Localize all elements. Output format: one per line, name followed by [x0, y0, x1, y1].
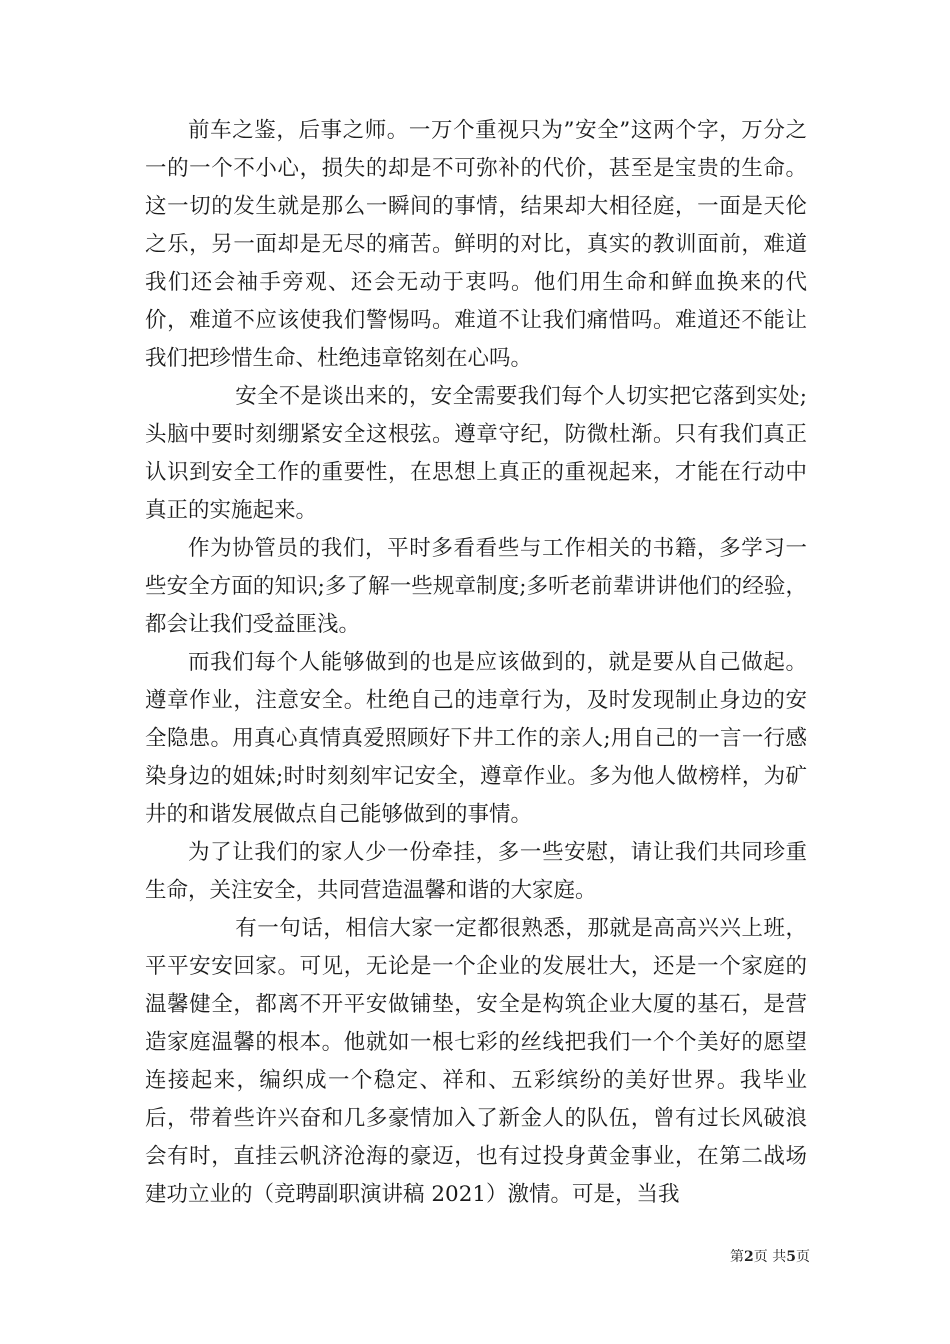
total-page-number: 5 [786, 1249, 796, 1265]
page-number-footer [700, 1248, 810, 1266]
paragraph-2: 安全不是谈出来的，安全需要我们每个人切实把它落到实处;头脑中要时刻绷紧安全这根弦。遵章守纪，防微杜渐。只有我们真正认识到安全工作的重要性，在思想上真正的重视起来，才能在行动中真正的实施起来。 [145, 384, 807, 523]
paragraph-5: 为了让我们的家人少一份牵挂，多一些安慰，请让我们共同珍重生命，关注安全，共同营造温馨和谐的大家庭。 [145, 840, 807, 903]
paragraph-1: 前车之鉴，后事之师。一万个重视只为”安全”这两个字，万分之一的一个不小心，损失的却是不可弥补的代价，甚至是宝贵的生命。这一切的发生就是那么一瞬间的事情，结果却大相径庭，一面是天伦之乐，另一面却是无尽的痛苦。鲜明的对比，真实的教训面前，难道我们还会袖手旁观、还会无动于衷吗。他们用生命和鲜血换来的代价，难道不应该使我们警惕吗。难道不让我们痛惜吗。难道还不能让我们把珍惜生命、杜绝违章铭刻在心吗。 [145, 118, 807, 371]
footer-suffix: 页 [796, 1249, 810, 1265]
paragraph-4: 而我们每个人能够做到的也是应该做到的，就是要从自己做起。遵章作业，注意安全。杜绝自己的违章行为，及时发现制止身边的安全隐患。用真心真情真爱照顾好下井工作的亲人;用自己的一言一行感染身边的姐妹;时时刻刻牢记安全，遵章作业。多为他人做榜样，为矿井的和谐发展做点自己能够做到的事情。 [145, 650, 807, 827]
paragraph-3: 作为协管员的我们，平时多看看些与工作相关的书籍，多学习一些安全方面的知识;多了解一些规章制度;多听老前辈讲讲他们的经验，都会让我们受益匪浅。 [145, 536, 807, 637]
footer-middle: 页 共 [753, 1249, 787, 1265]
footer-prefix: 第 [730, 1249, 745, 1265]
paragraph-6: 有一句话，相信大家一定都很熟悉，那就是高高兴兴上班，平平安安回家。可见，无论是一个企业的发展壮大，还是一个家庭的温馨健全，都离不开平安做铺垫，安全是构筑企业大厦的基石，是营造家庭温馨的根本。他就如一根七彩的丝线把我们一个个美好的愿望连接起来，编织成一个稳定、祥和、五彩缤纷的美好世界。我毕业后，带着些许兴奋和几多豪情加入了新金人的队伍，曾有过长风破浪会有时，直挂云帆济沧海的豪迈，也有过投身黄金事业，在第二战场建功立业的（竞聘副职演讲稿 2021）激情。可是，当我 [145, 916, 807, 1207]
document-body [145, 112, 807, 1214]
current-page-number: 2 [744, 1249, 754, 1265]
